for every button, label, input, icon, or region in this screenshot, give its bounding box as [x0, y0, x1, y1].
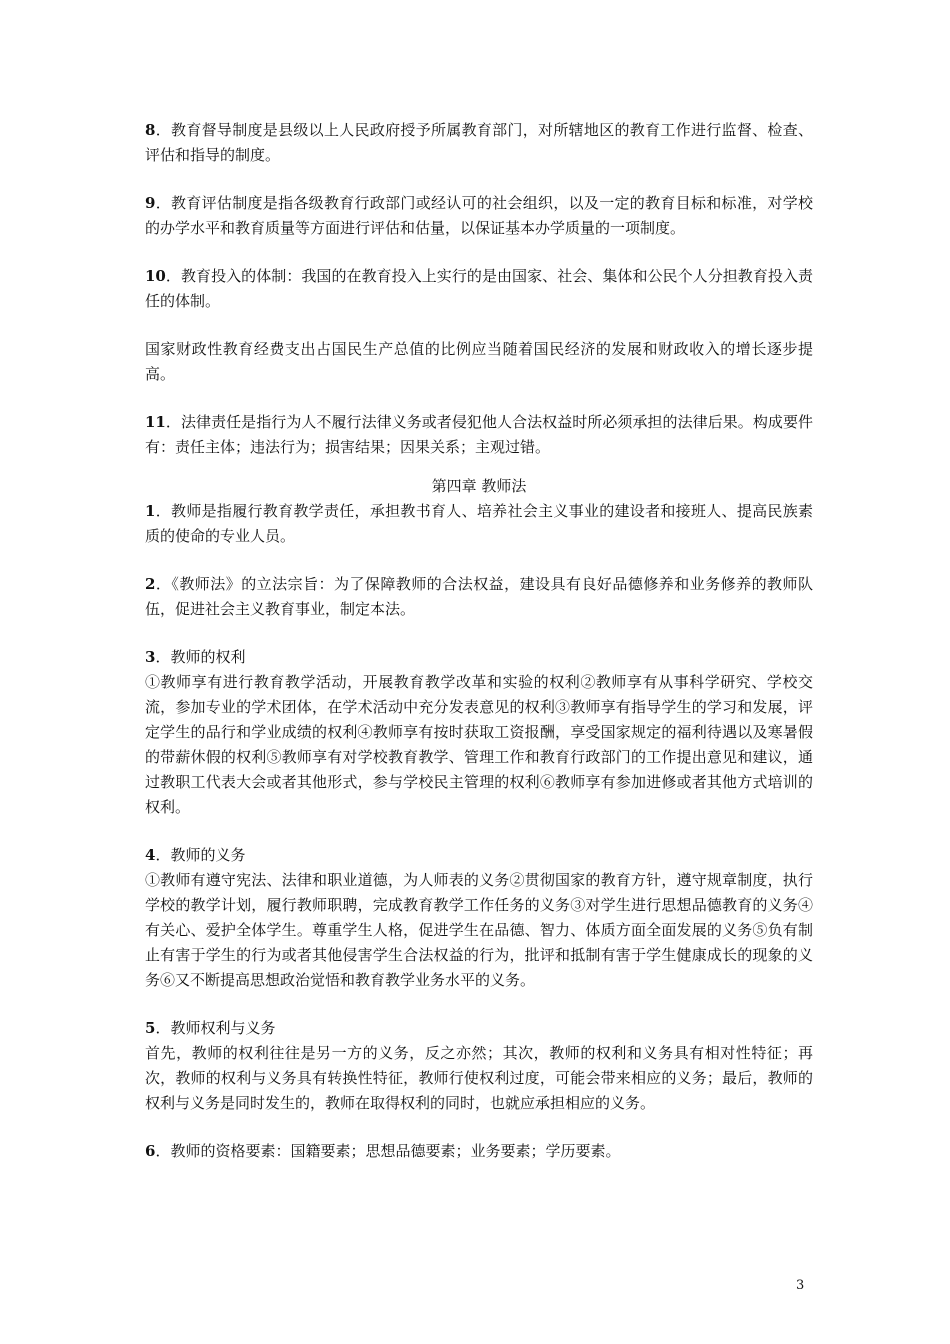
item-text: ．教师的资格要素：国籍要素；思想品德要素；业务要素；学历要素。: [155, 1142, 621, 1160]
item-number: 2: [145, 575, 156, 593]
item-9: [145, 191, 813, 241]
item-10: [145, 264, 813, 314]
item-number: 11: [145, 413, 166, 431]
item-number: 3: [145, 648, 156, 666]
chapter-item-4-heading: [145, 843, 813, 868]
item-8: [145, 118, 813, 168]
item-number: 5: [145, 1019, 156, 1037]
item-number: 6: [145, 1142, 156, 1160]
item-11: [145, 410, 813, 460]
item-number: 9: [145, 194, 156, 212]
item-number: 10: [145, 267, 166, 285]
item-heading: ．教师权利与义务: [155, 1019, 276, 1037]
item-text: ．教师是指履行教育教学责任，承担教书育人、培养社会主义事业的建设者和接班人、提高民族素质的使命的专业人员。: [145, 502, 813, 545]
item-heading: ．教师的权利: [155, 648, 246, 666]
item-text: ．《教师法》的立法宗旨：为了保障教师的合法权益，建设具有良好品德修养和业务修养的教师队伍，促进社会主义教育事业，制定本法。: [145, 575, 813, 618]
chapter-item-4-body: ①教师有遵守宪法、法律和职业道德，为人师表的义务②贯彻国家的教育方针，遵守规章制度，执行学校的教学计划，履行教师职聘，完成教育教学工作任务的义务③对学生进行思想品德教育的义务④有关心、爱护全体学生。尊重学生人格，促进学生在品德、智力、体质方面全面发展的义务⑤负有制止有害于学生的行为或者其他侵害学生合法权益的行为，批评和抵制有害于学生健康成长的现象的义务⑥又不断提高思想政治觉悟和教育教学业务水平的义务。: [145, 871, 813, 989]
chapter-item-3-body: ①教师享有进行教育教学活动，开展教育教学改革和实验的权利②教师享有从事科学研究、学校交流，参加专业的学术团体，在学术活动中充分发表意见的权利③教师享有指导学生的学习和发展，评定学生的品行和学业成绩的权利④教师享有按时获取工资报酬，享受国家规定的福利待遇以及寒暑假的带薪休假的权利⑤教师享有对学校教育教学、管理工作和教育行政部门的工作提出意见和建议，通过教职工代表大会或者其他形式，参与学校民主管理的权利⑥教师享有参加进修或者其他方式培训的权利。: [145, 673, 813, 816]
chapter-item-1: [145, 499, 813, 549]
chapter-item-6: [145, 1139, 813, 1164]
item-text: ．教育投入的体制：我国的在教育投入上实行的是由国家、社会、集体和公民个人分担教育投入责任的体制。: [145, 267, 813, 310]
item-number: 8: [145, 121, 156, 139]
chapter-item-3-heading: [145, 645, 813, 670]
chapter-title: 第四章 教师法: [431, 477, 527, 495]
page-number: 3: [796, 1278, 805, 1293]
item-text: ．教育督导制度是县级以上人民政府授予所属教育部门，对所辖地区的教育工作进行监督、检查、评估和指导的制度。: [145, 121, 813, 164]
item-number: 4: [145, 846, 156, 864]
item-heading: ．教师的义务: [155, 846, 246, 864]
chapter-item-5-heading: [145, 1016, 813, 1041]
chapter-item-2: [145, 572, 813, 622]
funding-paragraph: 国家财政性教育经费支出占国民生产总值的比例应当随着国民经济的发展和财政收入的增长逐步提高。: [145, 340, 813, 383]
document-page: [145, 118, 813, 1164]
chapter-item-5-body: 首先，教师的权利往往是另一方的义务，反之亦然；其次，教师的权利和义务具有相对性特征；再次，教师的权利与义务具有转换性特征，教师行使权利过度，可能会带来相应的义务；最后，教师的权利与义务是同时发生的，教师在取得权利的同时，也就应承担相应的义务。: [145, 1044, 813, 1112]
item-text: ．教育评估制度是指各级教育行政部门或经认可的社会组织，以及一定的教育目标和标准，对学校的办学水平和教育质量等方面进行评估和估量，以保证基本办学质量的一项制度。: [145, 194, 813, 237]
item-number: 1: [145, 502, 156, 520]
item-text: ．法律责任是指行为人不履行法律义务或者侵犯他人合法权益时所必须承担的法律后果。构成要件有：责任主体；违法行为；损害结果；因果关系；主观过错。: [145, 413, 813, 456]
